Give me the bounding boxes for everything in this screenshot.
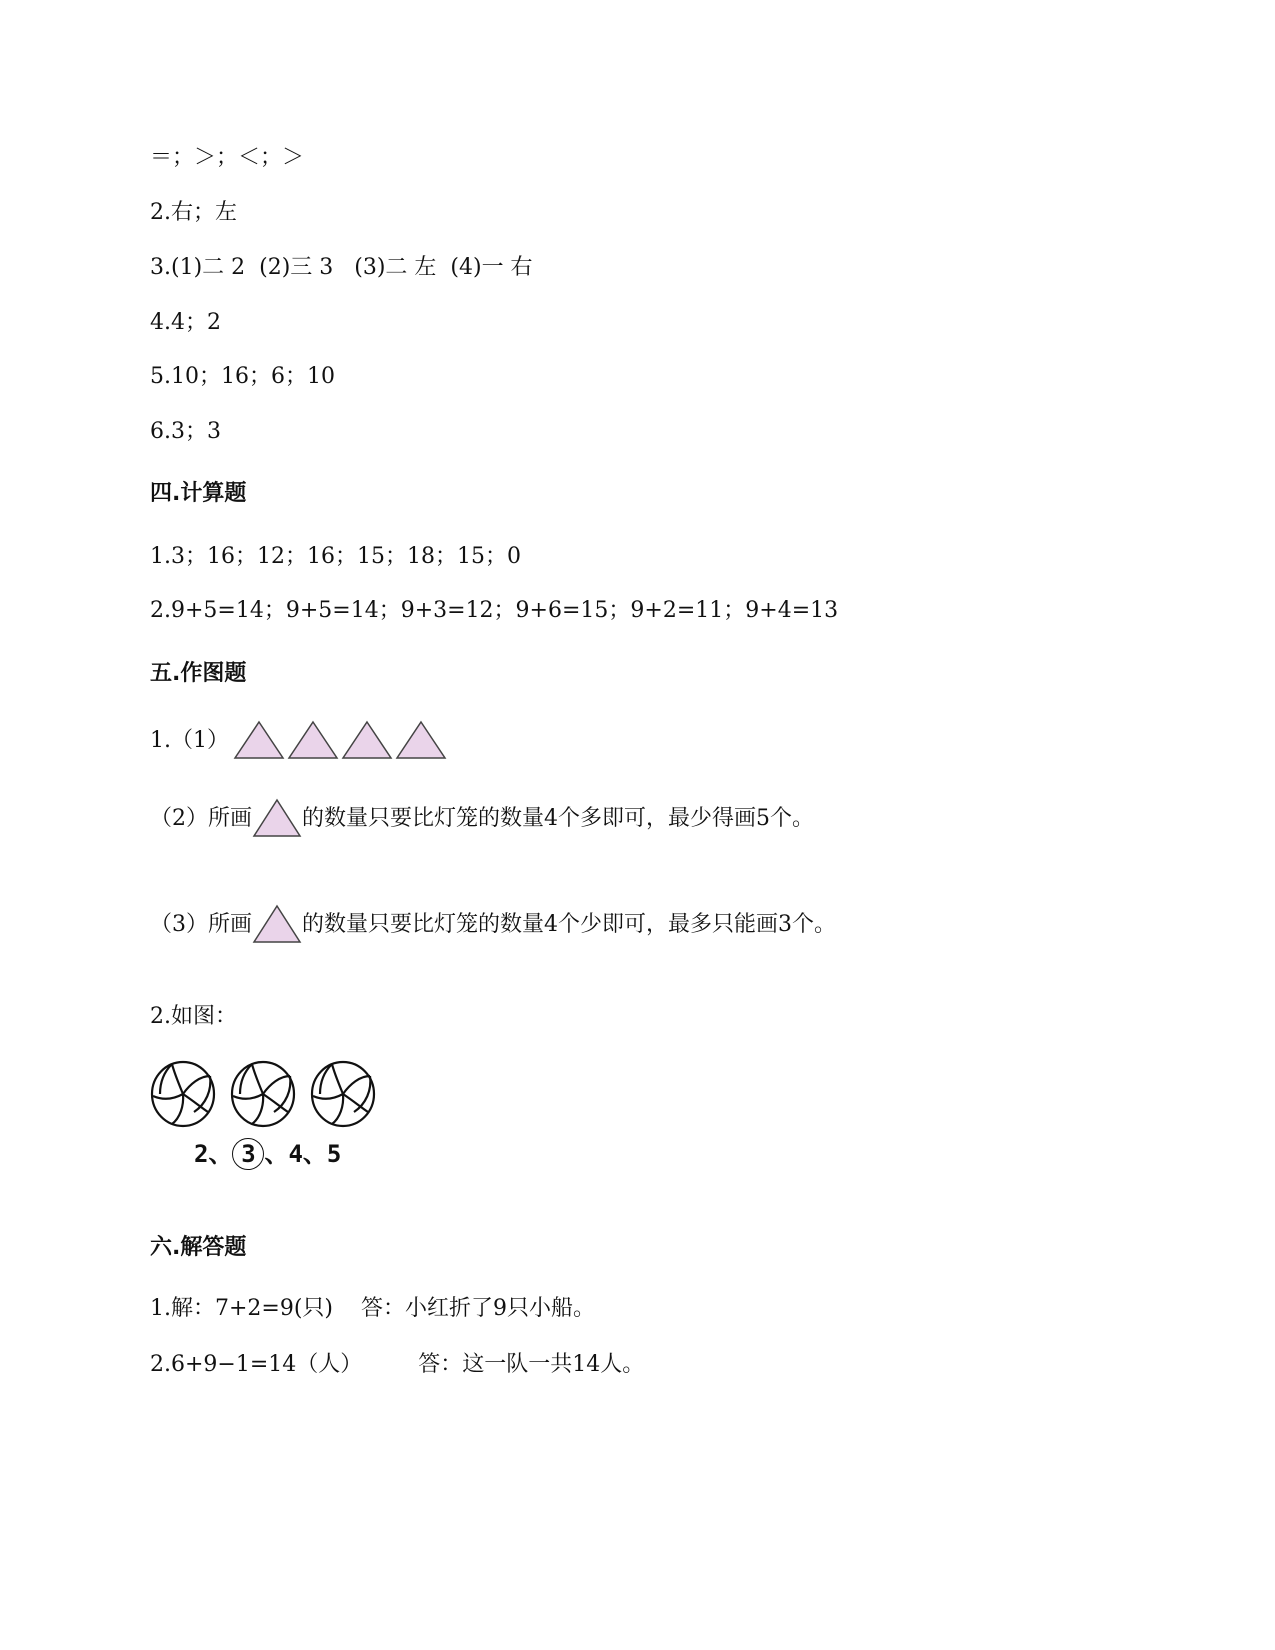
answer-line-6: 6.3；3 [150, 419, 221, 444]
drawing-q3-suffix: 的数量只要比灯笼的数量4个少即可，最多只能画3个。 [302, 912, 836, 937]
volleyball-icon [310, 1060, 376, 1128]
triangle-icon [252, 904, 302, 946]
calc-answer-1: 1.3；16；12；16；15；18；15；0 [150, 544, 521, 569]
sequence-separator: 、 [208, 1140, 233, 1168]
answer-line-4: 4.4；2 [150, 310, 221, 335]
solution-answer-1: 1.解：7+2=9(只) 答：小红折了9只小船。 [150, 1296, 595, 1321]
answer-line-compare: ＝；＞；＜；＞ [150, 145, 305, 170]
volleyball-figure [150, 1060, 390, 1175]
drawing-q2-suffix: 的数量只要比灯笼的数量4个多即可，最少得画5个。 [302, 806, 814, 831]
drawing-question-3 [150, 904, 836, 946]
volleyball-icon [150, 1060, 216, 1128]
circled-number: 3 [232, 1138, 264, 1170]
number-sequence [194, 1138, 341, 1170]
drawing-question-2 [150, 798, 814, 840]
triangle-icon [341, 720, 393, 762]
answer-line-2: 2.右；左 [150, 200, 237, 225]
sequence-separator: 、 [264, 1140, 289, 1168]
sequence-separator: 、 [302, 1140, 327, 1168]
section-heading-calculation: 四.计算题 [150, 481, 247, 506]
sequence-number: 5 [326, 1140, 342, 1168]
drawing-q1-prefix: 1.（1） [150, 728, 229, 753]
solution-answer-2: 2.6+9−1=14（人） 答：这一队一共14人。 [150, 1352, 645, 1377]
triangle-icon [233, 720, 285, 762]
sequence-number: 2 [194, 1140, 209, 1168]
sequence-number: 4 [288, 1140, 303, 1168]
drawing-question-1 [150, 720, 447, 762]
answer-line-3: 3.(1)二 2 (2)三 3 (3)二 左 (4)一 右 [150, 255, 533, 280]
triangle-icon [252, 798, 302, 840]
triangle-icon [287, 720, 339, 762]
section-heading-solution: 六.解答题 [150, 1235, 247, 1260]
volleyball-icon [230, 1060, 296, 1128]
triangle-icon [395, 720, 447, 762]
volleyball-row [150, 1060, 376, 1128]
answer-line-5: 5.10；16；6；10 [150, 364, 335, 389]
calc-answer-2: 2.9+5=14；9+5=14；9+3=12；9+6=15；9+2=11；9+4=13 [150, 598, 839, 623]
triangle-row [233, 720, 447, 762]
section-heading-drawing: 五.作图题 [150, 661, 247, 686]
drawing-question-4-label: 2.如图： [150, 1004, 237, 1029]
drawing-q2-prefix: （2）所画 [150, 806, 252, 831]
drawing-q3-prefix: （3）所画 [150, 912, 252, 937]
